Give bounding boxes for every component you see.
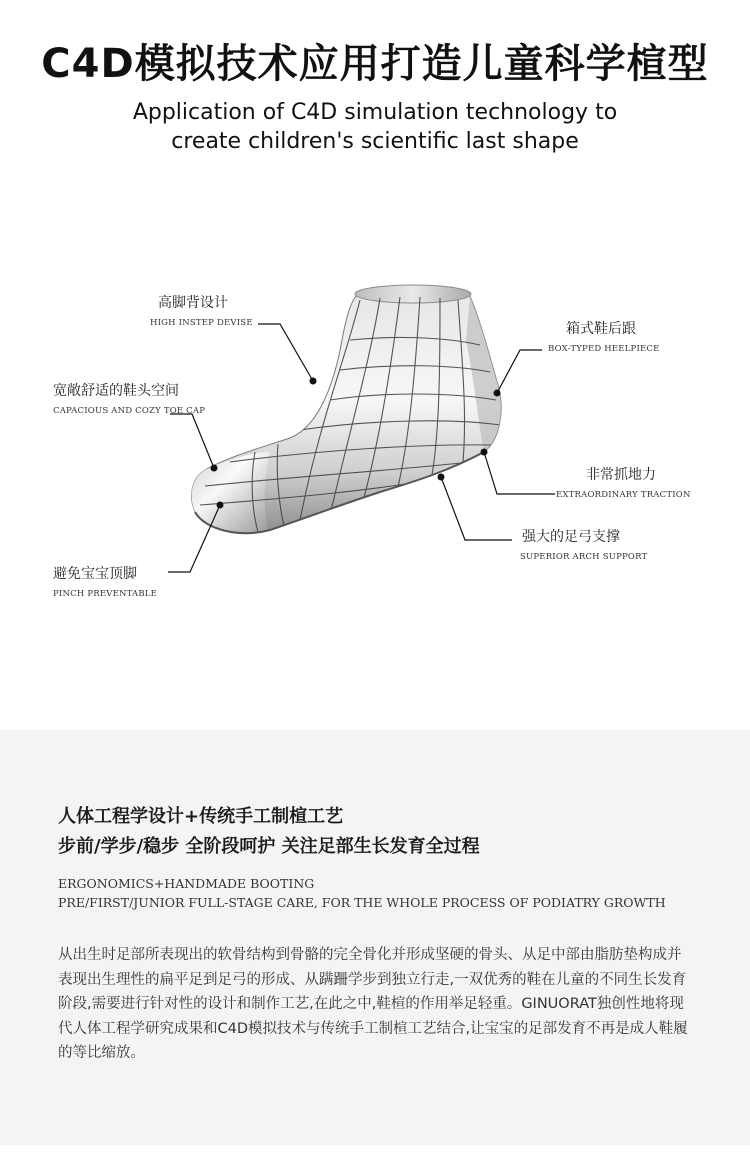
page-title: C4D模拟技术应用打造儿童科学楦型 <box>41 41 709 87</box>
subtitle-line-2: create children's scientific last shape <box>171 129 579 154</box>
section-en-line-1: ERGONOMICS+HANDMADE BOOTING <box>58 876 315 891</box>
callout-heelpiece <box>548 318 660 354</box>
top-opening <box>355 285 471 303</box>
callout-en: BOX-TYPED HEELPIECE <box>548 344 660 354</box>
callout-cn: 高脚背设计 <box>158 295 228 311</box>
section-en-line-2: PRE/FIRST/JUNIOR FULL-STAGE CARE, FOR THE WHOLE PROCESS OF PODIATRY GROWTH <box>58 895 666 910</box>
callout-toe-cap <box>53 380 205 416</box>
callout-pinch-preventable <box>53 563 157 599</box>
callout-en: SUPERIOR ARCH SUPPORT <box>520 552 648 562</box>
callout-traction <box>556 464 691 500</box>
subtitle-line-1: Application of C4D simulation technology to <box>132 100 618 125</box>
callout-en: CAPACIOUS AND COZY TOE CAP <box>53 406 206 416</box>
callout-en: EXTRAORDINARY TRACTION <box>556 490 691 500</box>
callout-arch-support <box>520 526 647 562</box>
callout-cn: 强大的足弓支撑 <box>522 529 620 545</box>
description-panel <box>0 730 750 1145</box>
callout-cn: 宽敞舒适的鞋头空间 <box>53 383 179 399</box>
callout-cn: 箱式鞋后跟 <box>566 321 636 337</box>
callout-cn: 避免宝宝顶脚 <box>53 566 137 582</box>
section-heading-1: 人体工程学设计+传统手工制楦工艺 <box>58 806 344 827</box>
section-heading-2: 步前/学步/稳步 全阶段呵护 关注足部生长发育全过程 <box>58 836 480 857</box>
callout-en: PINCH PREVENTABLE <box>53 589 158 599</box>
callout-high-instep <box>150 292 253 328</box>
callout-cn: 非常抓地力 <box>586 467 656 483</box>
description-paragraph: 从出生时足部所表现出的软骨结构到骨骼的完全骨化并形成坚硬的骨头、从足中部由脂肪垫构成并表现出生理性的扁平足到足弓的形成、从蹒跚学步到独立行走,一双优秀的鞋在儿童的不同生长发育阶段,需要进行针对性的设计和制作工艺,在此之中,鞋楦的作用举足轻重。GINUORAT独创性地将现代人体工程学研究成果和C4D模拟技术与传统手工制楦工艺结合,让宝宝的足部发育不再是成人鞋履的等比缩放。 <box>58 947 688 1061</box>
callout-en: HIGH INSTEP DEVISE <box>150 318 253 328</box>
